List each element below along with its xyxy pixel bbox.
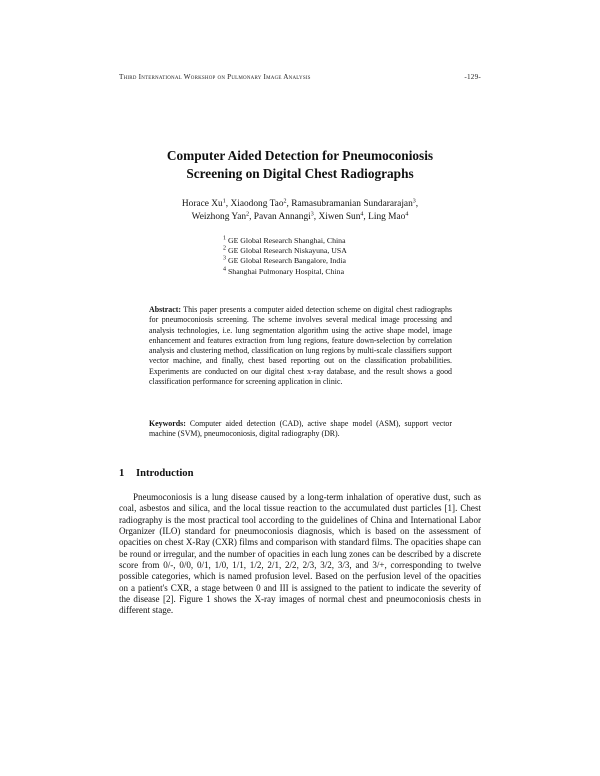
author-name: Xiwen Sun [318, 211, 361, 222]
keywords-text: Computer aided detection (CAD), active shape model (ASM), support vector machine (SVM), pneumoconiosis, digital radiography (DR). [149, 419, 452, 439]
affiliation: $^2$ GE Global Research Niskayuna, USA [223, 245, 347, 256]
affiliation: $^4$ Shanghai Pulmonary Hospital, China [223, 266, 345, 276]
author-affil-mark: 2 [283, 198, 287, 205]
author-affil-mark: 3 [310, 211, 314, 217]
author-affil-mark: 3 [412, 198, 416, 205]
title-line-2: Screening on Digital Chest Radiographs [186, 166, 414, 181]
abstract-label: Abstract: [149, 305, 181, 314]
author-name: Pavan Annangi [253, 211, 311, 222]
author-affil-mark: 4 [360, 211, 364, 217]
author-line-1: Horace Xu$^1$, Xiaodong Tao$^2$, Ramasubramanian Sundararajan$^3$, [181, 198, 419, 209]
keywords-label: Keywords: [149, 419, 186, 428]
author-affil-mark: 1 [222, 198, 226, 205]
affiliation-list [223, 236, 383, 277]
author-name: Weizhong Yan [191, 211, 247, 222]
page-number: -129- [464, 73, 481, 81]
author-list [140, 198, 460, 223]
section-number: 1 [119, 468, 125, 479]
author-name: Horace Xu [181, 199, 223, 209]
section-title: Introduction [136, 468, 194, 479]
paper-title [100, 147, 500, 183]
abstract-text: This paper presents a computer aided detection scheme on digital chest radiographs for pneumoconiosis screening. The scheme involves several medical image processing and analysis technologies, i.e. lung segmentation algorithm using the active shape model, image enhancement and features extraction from lung regions, feature down-selection by correlation analysis and clustering method, classification on lung regions by multi-scale classifiers support vector machine, and finally, chest based reporting out on the classification probabilities. Experiments are conducted on our digital chest x-ray database, and the result shows a good classification performance for screening application in clinic. [149, 305, 452, 386]
author-affil-mark: 4 [405, 211, 409, 217]
author-line-2: Weizhong Yan$^2$, Pavan Annangi$^3$, Xiwen Sun$^4$, Ling Mao$^4$ [191, 211, 409, 222]
title-line-1: Computer Aided Detection for Pneumoconiosis [166, 148, 434, 163]
author-name: Xiaodong Tao [230, 199, 284, 209]
intro-paragraph: Pneumoconiosis is a lung disease caused by a long-term inhalation of operative dust, such as coal, asbestos and silica, and the local tissue reaction to the accumulated dust particles [1]. Chest radiography is the most practical tool according to the guidelines of China and International Labor Organizer (ILO) standard for pneumoconiosis diagnosis, which is based on the assessment of opacities on chest X-Ray (CXR) films and comparison with standard films. The opacities shape can be round or irregular, and the number of opacities in each lung zones can be described by a discrete score from 0/-, 0/0, 0/1, 1/0, 1/1, 1/2, 2/1, 2/2, 2/3, 3/2, 3/3, and 3/+, corresponding to twelve possible categories, which is named profusion level. Based on the perfusion level of the opacities on a patient's CXR, a stage between 0 and III is assigned to the patient to indicate the severity of the disease [2]. Figure 1 shows the X-ray images of normal chest and pneumoconiosis chests in different stage. [119, 492, 481, 616]
author-affil-mark: 2 [246, 211, 250, 217]
running-title: Third International Workshop on Pulmonary Image Analysis [119, 73, 311, 81]
author-name: Ramasubramanian Sundararajan [291, 199, 413, 209]
affiliation: $^3$ GE Global Research Bangalore, India [223, 255, 346, 266]
section-heading [119, 468, 479, 479]
abstract [149, 305, 452, 387]
keywords [149, 419, 452, 440]
affiliation: $^1$ GE Global Research Shanghai, China [223, 235, 346, 245]
author-name: Ling Mao [368, 211, 406, 222]
